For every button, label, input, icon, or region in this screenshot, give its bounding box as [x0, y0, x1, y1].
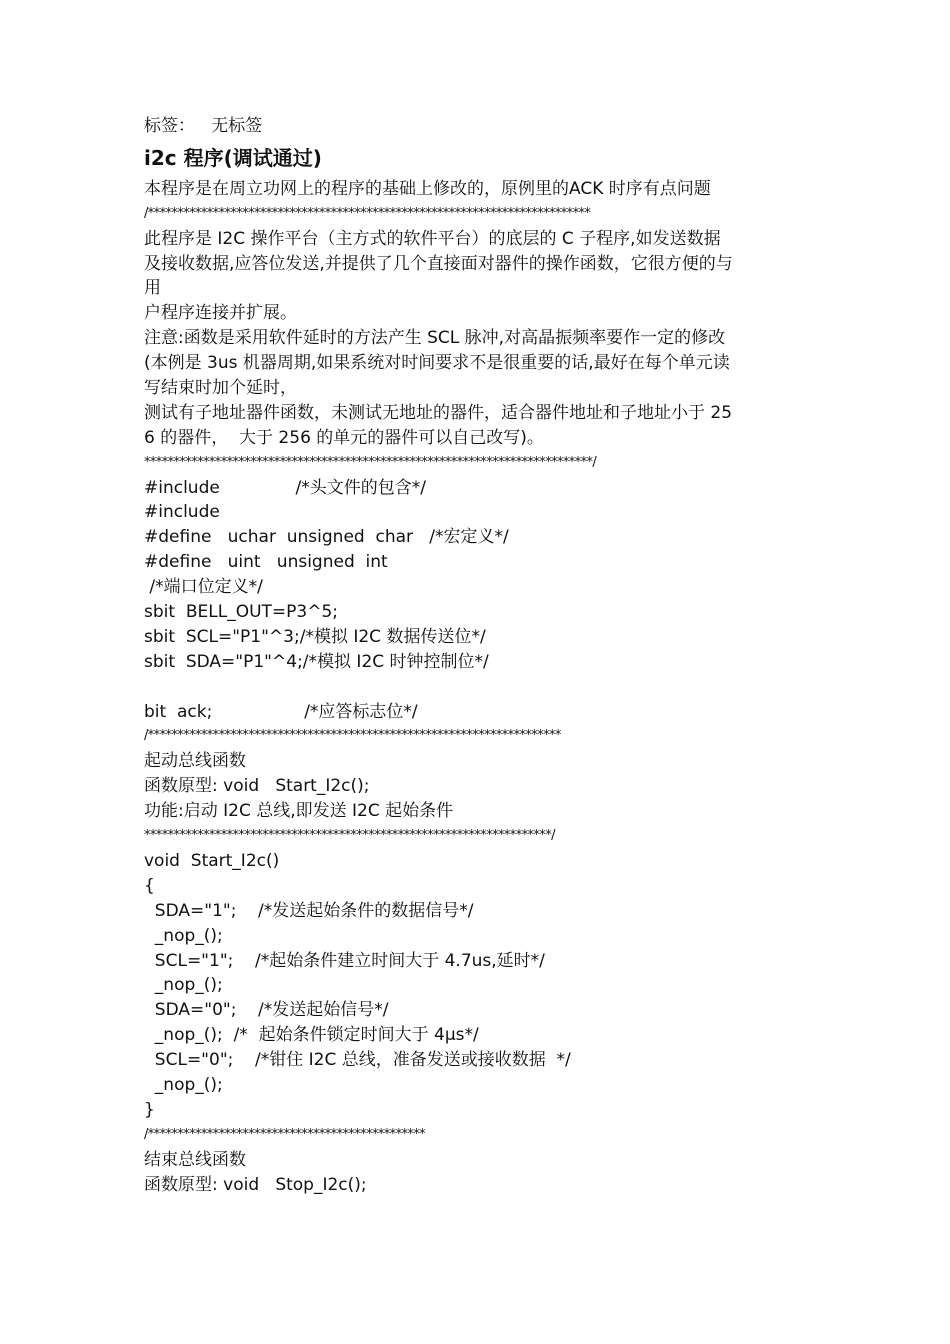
text-line: _nop_();: [144, 925, 223, 946]
text-line: 此程序是 I2C 操作平台（主方式的软件平台）的底层的 C 子程序,如发送数据: [144, 228, 721, 249]
text-line: _nop_(); /* 起始条件锁定时间大于 4μs*/: [144, 1025, 479, 1046]
text-line: void Start_I2c(): [144, 850, 280, 871]
text-line: {: [144, 875, 155, 896]
text-line: sbit SDA="P1"^4;/*模拟 I2C 时钟控制位*/: [144, 651, 489, 672]
text-line: 用: [144, 278, 161, 299]
text-line: /*端口位定义*/: [144, 577, 263, 598]
text-line: _nop_();: [144, 975, 223, 996]
text-line: SCL="0"; /*钳住 I2C 总线，准备发送或接收数据 */: [144, 1050, 571, 1071]
text-line: #include /*头文件的包含*/: [144, 477, 426, 498]
text-line: SDA="1"; /*发送起始条件的数据信号*/: [144, 900, 474, 921]
text-line: bit ack; /*应答标志位*/: [144, 701, 418, 722]
text-line: (本例是 3us 机器周期,如果系统对时间要求不是很重要的话,最好在每个单元读: [144, 353, 730, 374]
text-line: SCL="1"; /*起始条件建立时间大于 4.7us,延时*/: [144, 950, 545, 971]
text-line: 起动总线函数: [144, 751, 246, 772]
text-line: [144, 675, 814, 700]
code-listing: [144, 177, 814, 1198]
text-line: 函数原型: void Start_I2c();: [144, 776, 370, 797]
text-line: }: [144, 1099, 155, 1120]
text-line: 本程序是在周立功网上的程序的基础上修改的，原例里的ACK 时序有点问题: [144, 178, 711, 199]
text-line: _nop_();: [144, 1074, 223, 1095]
text-line: #include: [144, 502, 220, 523]
text-line: /***********************************************: [144, 1126, 426, 1142]
text-line: sbit BELL_OUT=P3^5;: [144, 602, 338, 623]
text-line: ****************************************************************************/: [144, 454, 597, 470]
text-line: 注意:函数是采用软件延时的方法产生 SCL 脉冲,对高晶振频率要作一定的修改: [144, 328, 726, 349]
text-line: #define uint unsigned int: [144, 552, 388, 573]
text-line: 6 的器件， 大于 256 的单元的器件可以自己改写)。: [144, 427, 544, 448]
text-line: 户程序连接并扩展。: [144, 303, 297, 324]
text-line: 函数原型: void Stop_I2c();: [144, 1174, 367, 1195]
text-line: 功能:启动 I2C 总线,即发送 I2C 起始条件: [144, 801, 454, 822]
tags-line: 标签： 无标签: [144, 116, 263, 136]
text-line: /***************************************************************************: [144, 205, 591, 221]
text-line: 测试有子地址器件函数，未测试无地址的器件，适合器件地址和子地址小于 25: [144, 402, 733, 423]
text-line: *********************************************************************/: [144, 828, 555, 844]
text-line: sbit SCL="P1"^3;/*模拟 I2C 数据传送位*/: [144, 626, 486, 647]
text-line: #define uchar unsigned char /*宏定义*/: [144, 527, 509, 548]
text-line: 结束总线函数: [144, 1149, 246, 1170]
text-line: /**********************************************************************: [144, 728, 561, 744]
text-line: SDA="0"; /*发送起始信号*/: [144, 1000, 389, 1021]
text-line: 写结束时加个延时，: [144, 378, 297, 399]
document-body: [144, 114, 814, 1197]
document-title: i2c 程序(调试通过): [144, 145, 322, 170]
text-line: 及接收数据,应答位发送,并提供了几个直接面对器件的操作函数，它很方便的与: [144, 253, 733, 274]
